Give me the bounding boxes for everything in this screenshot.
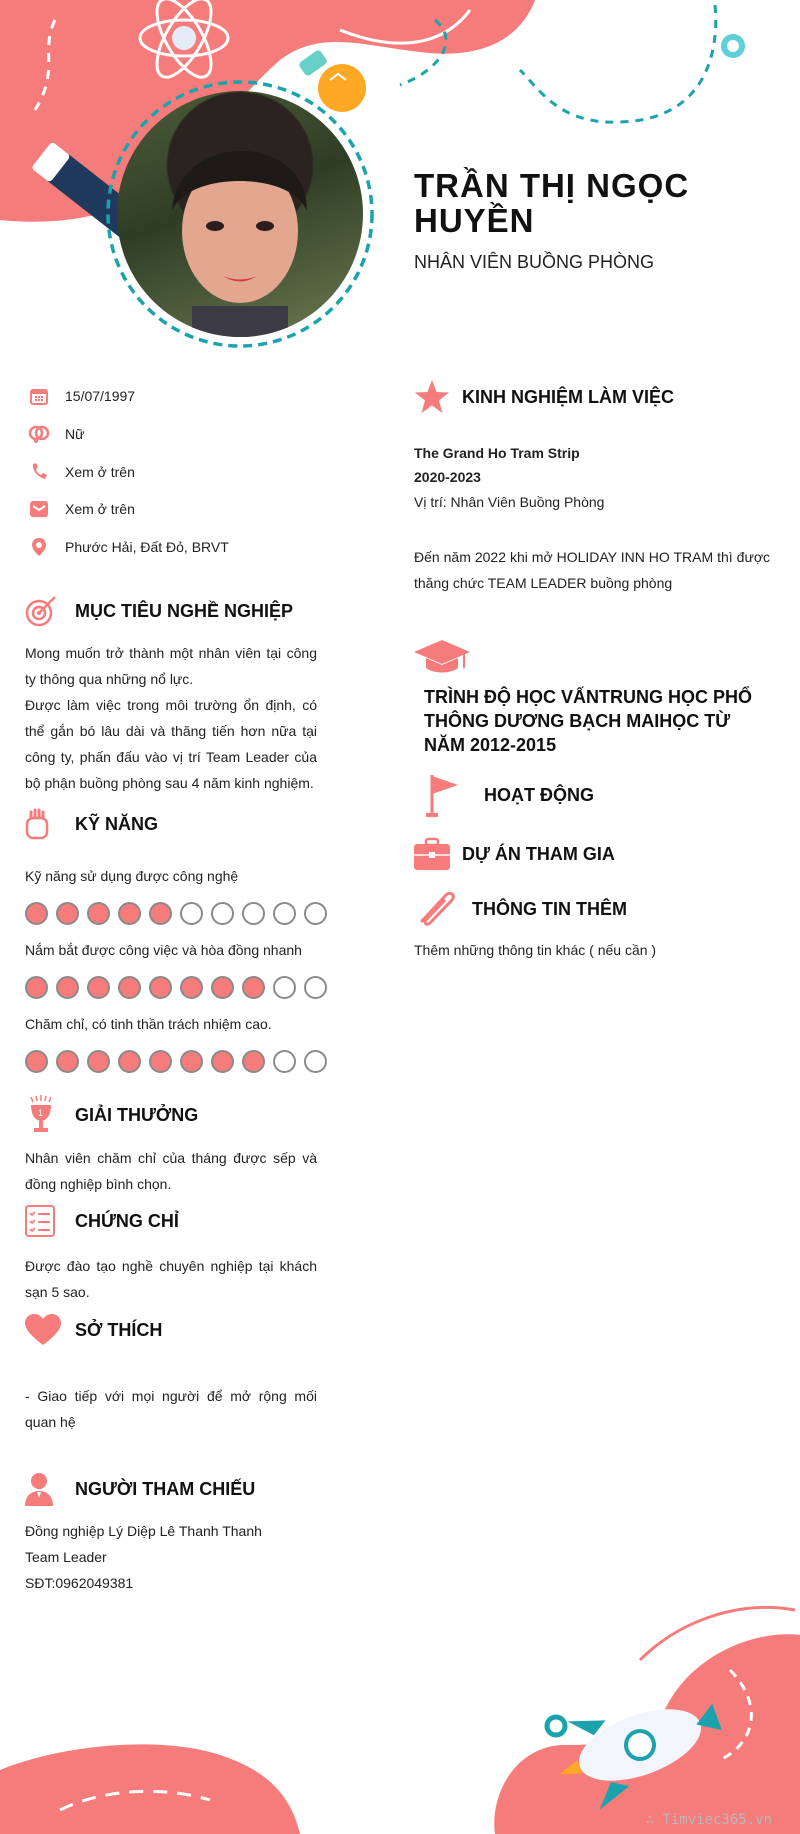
calendar-icon (26, 384, 52, 408)
skills-title: KỸ NĂNG (75, 813, 159, 834)
education-title: TRÌNH ĐỘ HỌC VẤNTRUNG HỌC PHỔ THÔNG DƯƠNG BẠCH MAIHỌC TỪ NĂM 2012-2015 (424, 687, 752, 755)
skill-dot-empty (304, 1050, 327, 1073)
email-icon (26, 497, 52, 521)
email: Xem ở trên (65, 501, 135, 517)
certificates-title: CHỨNG CHỈ (75, 1210, 179, 1231)
heart-icon (25, 1314, 61, 1346)
experience-period: 2020-2023 (414, 469, 481, 485)
skill-dot-filled (56, 976, 79, 999)
hobbies-title: SỞ THÍCH (75, 1319, 163, 1340)
awards-heading (25, 1095, 198, 1135)
bottom-left-blob (0, 1744, 300, 1834)
skill-dot-filled (25, 902, 48, 925)
certificates-heading (25, 1205, 179, 1237)
objective-line-1: Mong muốn trở thành một nhân viên tại công ty thông qua những nổ lực. (25, 645, 317, 687)
target-icon (25, 595, 57, 627)
skill-label-3: Chăm chỉ, có tinh thần trách nhiệm cao. (25, 1016, 272, 1032)
activities-title: HOẠT ĐỘNG (484, 784, 594, 805)
person-icon (25, 1472, 53, 1506)
star-icon (414, 380, 450, 414)
skill-label-2: Nắm bắt được công việc và hòa đồng nhanh (25, 942, 302, 958)
activities-heading (424, 773, 594, 817)
hobbies-text: - Giao tiếp với mọi người để mở rộng mối quan hệ (25, 1388, 317, 1430)
flag-icon (424, 773, 464, 817)
location-icon (26, 535, 52, 559)
skill-rating-2 (25, 976, 327, 999)
skill-dot-filled (180, 976, 203, 999)
svg-text:1: 1 (38, 1108, 44, 1118)
teal-ring-icon (724, 37, 742, 55)
skill-dot-empty (242, 902, 265, 925)
skill-dot-filled (87, 976, 110, 999)
skill-dot-filled (118, 1050, 141, 1073)
teal-ring-bottom-icon (547, 1717, 565, 1735)
info-email (26, 497, 135, 521)
avatar (117, 91, 363, 337)
additional-info-heading (414, 889, 627, 929)
objective-line-2: Được làm việc trong môi trường ổn định, có thể gắn bó lâu dài và thăng tiến hơn nữa tại công ty, phấn đấu vào vị trí Team Leader của bộ phận buồng phòng sau 4 năm kinh nghiệm. (25, 697, 317, 791)
skill-dot-filled (149, 902, 172, 925)
skill-dot-filled (56, 1050, 79, 1073)
references-heading (25, 1472, 255, 1506)
objective-title: MỤC TIÊU NGHỀ NGHIỆP (75, 600, 294, 621)
experience-title: KINH NGHIỆM LÀM VIỆC (462, 386, 675, 407)
skill-dot-empty (211, 902, 234, 925)
additional-info-text: Thêm những thông tin khác ( nếu cần ) (414, 942, 657, 958)
skill-dot-filled (25, 976, 48, 999)
references-text (25, 1518, 317, 1596)
experience-company: The Grand Ho Tram Strip (414, 445, 580, 461)
experience-description: Đến năm 2022 khi mở HOLIDAY INN HO TRAM thì được thăng chức TEAM LEADER buồng phòng (414, 549, 770, 591)
info-location (26, 535, 229, 559)
additional-info-title: THÔNG TIN THÊM (472, 898, 627, 919)
skill-dot-filled (87, 1050, 110, 1073)
skill-dot-empty (304, 902, 327, 925)
skill-dot-filled (118, 902, 141, 925)
reference-line-2: Team Leader (25, 1549, 107, 1565)
watermark: ∴ Timviec365.vn (645, 1812, 772, 1828)
checklist-icon (25, 1205, 55, 1237)
skill-label-1: Kỹ năng sử dụng được công nghệ (25, 868, 239, 884)
projects-title: DỰ ÁN THAM GIA (462, 843, 615, 864)
skill-dot-filled (242, 1050, 265, 1073)
reference-line-1: Đồng nghiệp Lý Diệp Lê Thanh Thanh (25, 1523, 262, 1539)
skill-dot-filled (180, 1050, 203, 1073)
skill-rating-1 (25, 902, 327, 925)
info-birthdate (26, 384, 135, 408)
birthdate: 15/07/1997 (65, 388, 136, 404)
skill-dot-filled (87, 902, 110, 925)
skill-rating-3 (25, 1050, 327, 1073)
gender: Nữ (65, 426, 85, 442)
skill-dot-filled (211, 1050, 234, 1073)
phone-icon (26, 460, 52, 484)
projects-heading (414, 837, 615, 871)
skill-dot-empty (304, 976, 327, 999)
reference-line-3: SĐT:0962049381 (25, 1575, 134, 1591)
awards-text: Nhân viên chăm chỉ của tháng được sếp và đồng nghiệp bình chọn. (25, 1150, 317, 1192)
references-title: NGƯỜI THAM CHIẾU (75, 1478, 256, 1499)
skill-dot-empty (273, 1050, 296, 1073)
experience-position: Vị trí: Nhân Viên Buồng Phòng (414, 494, 605, 510)
skill-dot-empty (273, 902, 296, 925)
paperclip-icon (414, 889, 458, 929)
skill-dot-filled (149, 976, 172, 999)
trophy-icon (25, 1095, 57, 1135)
objective-heading (25, 595, 293, 627)
skill-dot-empty (180, 902, 203, 925)
fist-icon (25, 808, 51, 840)
info-phone (26, 460, 135, 484)
hobbies-heading (25, 1314, 162, 1346)
job-title: NHÂN VIÊN BUỒNG PHÒNG (414, 252, 655, 272)
awards-title: GIẢI THƯỞNG (75, 1104, 199, 1125)
skill-dot-empty (273, 976, 296, 999)
certificates-text: Được đào tạo nghề chuyên nghiệp tại khách sạn 5 sao. (25, 1258, 317, 1300)
objective-text (25, 640, 317, 796)
graduation-cap-icon (414, 640, 470, 674)
skill-dot-filled (56, 902, 79, 925)
skill-dot-filled (25, 1050, 48, 1073)
skill-dot-filled (242, 976, 265, 999)
experience-heading (414, 380, 674, 414)
skill-dot-filled (211, 976, 234, 999)
skill-dot-filled (149, 1050, 172, 1073)
skills-heading (25, 808, 158, 840)
gender-icon (26, 422, 52, 446)
briefcase-icon (414, 837, 450, 871)
skill-dot-filled (118, 976, 141, 999)
candidate-name: TRẦN THỊ NGỌC HUYỀN (414, 167, 690, 239)
phone: Xem ở trên (65, 464, 135, 480)
info-gender (26, 422, 84, 446)
location: Phước Hải, Đất Đỏ, BRVT (65, 539, 229, 555)
